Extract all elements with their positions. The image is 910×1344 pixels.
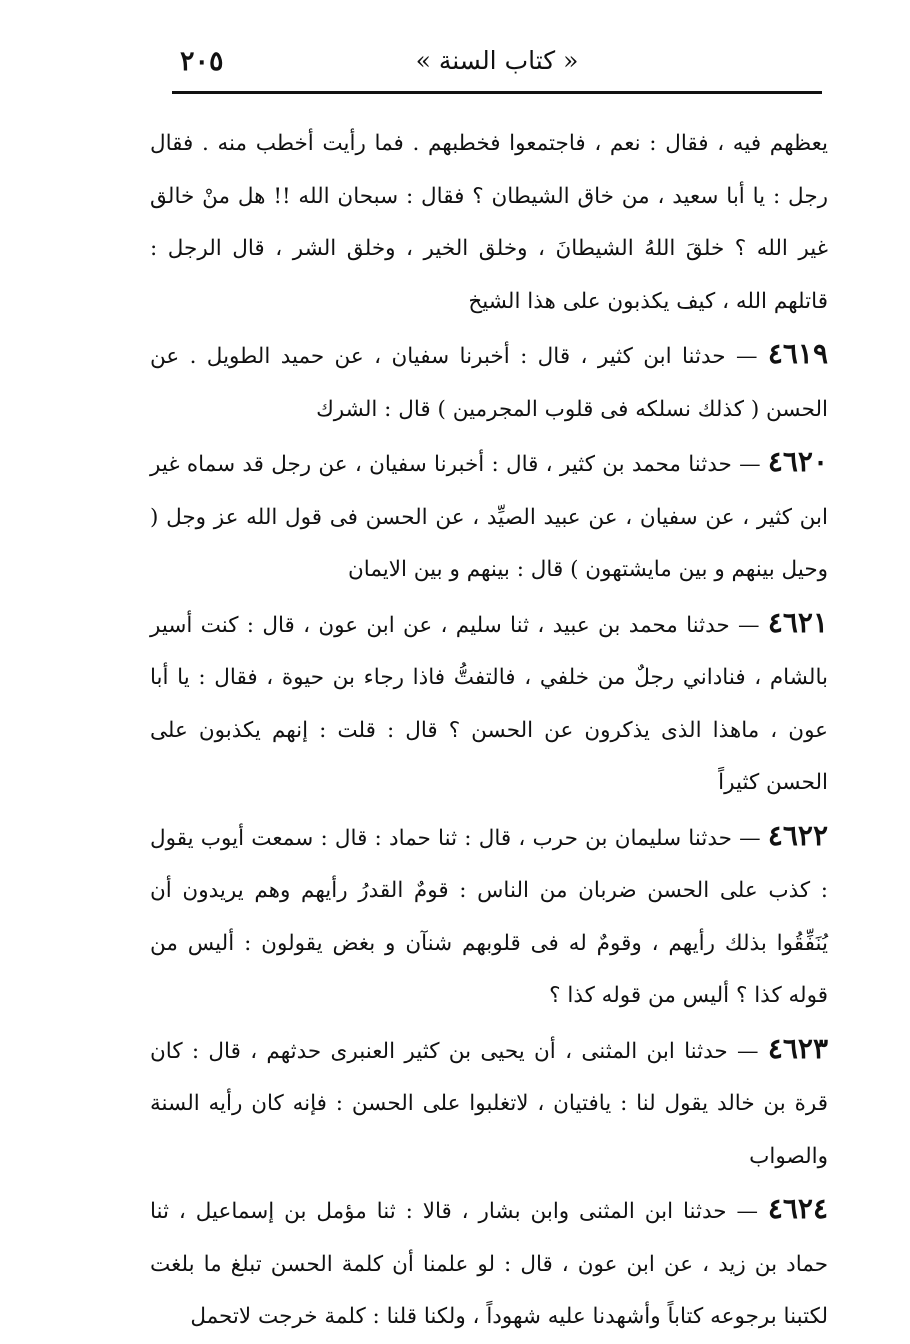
hadith-text: — حدثنا ابن كثير ، قال : أخبرنا سفيان ، عن حميد الطويل . عن الحسن ( كذلك نسلكه فى قلوب المجرمين ) قال : الشرك [150, 344, 828, 422]
running-title: « كتاب السنة » [415, 46, 579, 75]
header-rule [172, 91, 822, 94]
page-number: ٢٠٥ [180, 46, 224, 77]
hadith-paragraph [150, 436, 828, 597]
hadith-number: ٤٦٢٠ [767, 445, 828, 478]
hadith-number: ٤٦٢٢ [767, 818, 828, 852]
page-body [150, 118, 828, 1344]
hadith-paragraph [150, 1023, 828, 1184]
hadith-number: ٤٦١٩ [767, 337, 828, 370]
hadith-paragraph [150, 597, 828, 810]
hadith-number: ٤٦٢١ [767, 605, 828, 639]
hadith-number: ٤٦٢٤ [767, 1192, 828, 1225]
hadith-number: ٤٦٢٣ [767, 1031, 828, 1065]
hadith-text: — حدثنا سليمان بن حرب ، قال : ثنا حماد : قال : سمعت أيوب يقول : كذب على الحسن ضربان من الناس : قومٌ القدرُ رأيهم وهم يريدون أن يُنَفِّقُوا بذلك رأيهم ، وقومٌ له فى قلوبهم شنآن و بغض يقولون : أليس من قوله كذا ؟ أليس من قوله كذا ؟ [150, 825, 828, 1008]
hadith-paragraph [150, 328, 828, 436]
intro-paragraph: يعظهم فيه ، فقال : نعم ، فاجتمعوا فخطبهم . فما رأيت أخطب منه . فقال رجل : يا أبا سعيد ، من خاق الشيطان ؟ فقال : سبحان الله !! هل منْ خالق غير الله ؟ خلقَ اللهُ الشيطانَ ، وخلق الخير ، وخلق الشر ، قال الرجل : قاتلهم الله ، كيف يكذبون على هذا الشيخ [150, 131, 828, 314]
hadith-text: — حدثنا محمد بن عبيد ، ثنا سليم ، عن ابن عون ، قال : كنت أسير بالشام ، فناداني رجلٌ من خلفي ، فالتفتُّ فاذا رجاء بن حيوة ، فقال : يا أبا عون ، ماهذا الذى يذكرون عن الحسن ؟ قال : قلت : إنهم يكذبون على الحسن كثيراً [150, 612, 828, 795]
hadith-paragraph [150, 810, 828, 1023]
hadith-paragraph [150, 1183, 828, 1344]
hadith-text: — حدثنا ابن المثنى وابن بشار ، قالا : ثنا مؤمل بن إسماعيل ، ثنا حماد بن زيد ، عن ابن عون ، قال : لو علمنا أن كلمة الحسن تبلغ ما بلغت لكتبنا برجوعه كتاباً وأشهدنا عليه شهوداً ، ولكنا قلنا : كلمة خرجت لاتحمل [150, 1199, 828, 1329]
hadith-text: — حدثنا ابن المثنى ، أن يحيى بن كثير العنبرى حدثهم ، قال : كان قرة بن خالد يقول لنا : يافتيان ، لاتغلبوا على الحسن : فإنه كان رأيه السنة والصواب [150, 1038, 828, 1169]
hadith-text: — حدثنا محمد بن كثير ، قال : أخبرنا سفيان ، عن رجل قد سماه غير ابن كثير ، عن سفيان ، عن عبيد الصيِّد ، عن الحسن فى قول الله عز وجل ( وحيل بينهم و بين مايشتهون ) قال : بينهم و بين الايمان [150, 452, 828, 582]
page-header [172, 46, 822, 86]
